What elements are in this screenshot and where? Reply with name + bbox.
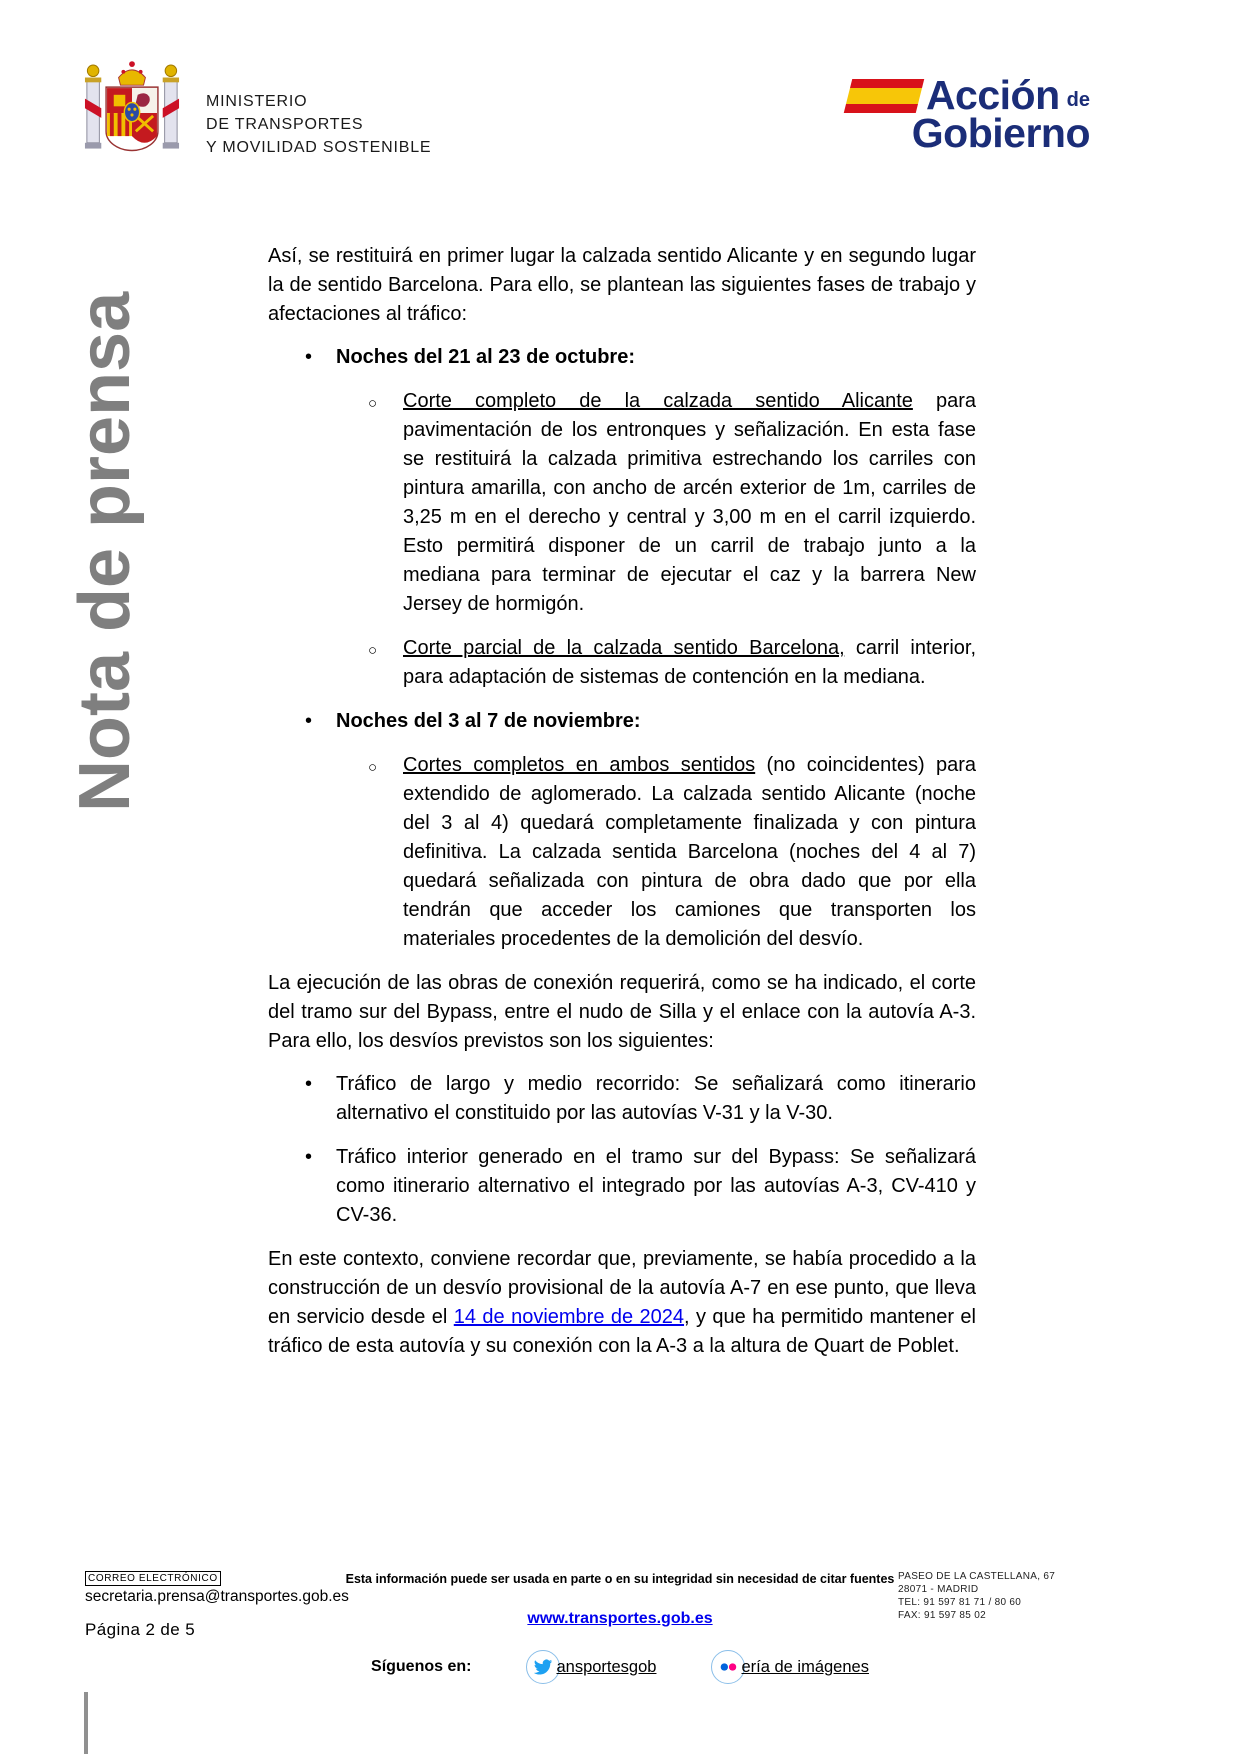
fecha-servicio-link[interactable]: 14 de noviembre de 2024 [453,1306,685,1328]
text-before-link: En este contexto, conviene recordar que, previamente, se había procedido a la construcción de un desvío provisional de la autovía A-7 en ese punto, que lleva en servicio desde el [268,1248,976,1328]
paragraph-contexto [268,1245,976,1361]
transportes-website-link[interactable]: www.transportes.gob.es [527,1610,713,1627]
list-item-corte-parcial-text [403,634,976,692]
twitter-handle-text: ansportesgob [556,1657,657,1676]
nota-de-prensa-vertical-title: Nota de prensa [65,291,145,812]
circle-marker: ○ [368,395,378,412]
list-item-corte-completo [268,387,976,619]
underlined-lead: Corte completo de la calzada sentido Alicante [403,390,913,412]
paragraph-ejecucion: La ejecución de las obras de conexión requerirá, como se ha indicado, el corte del tramo sur del Bypass, entre el nudo de Silla y el enlace con la autovía A-3. Para ello, los desvíos previstos son los siguientes: [268,972,976,1052]
address-line3: TEL: 91 597 81 71 / 80 60 [898,1597,1022,1608]
circle-marker: ○ [368,642,378,659]
list-item-trafico-interior-text: Tráfico interior generado en el tramo sur del Bypass: Se señalizará como itinerario alternativo el integrado por las autovías A-3, CV-410 y CV-36. [336,1146,976,1226]
twitter-icon [526,1650,560,1684]
bullet-marker: • [305,1146,313,1168]
ministry-name [206,56,431,172]
list-item-corte-completo-text [403,387,976,619]
list-item-octubre-title: Noches del 21 al 23 de octubre: [336,346,635,368]
list-item-noviembre-title: Noches del 3 al 7 de noviembre: [336,710,641,732]
reuse-notice: Esta información puede ser usada en parte o en su integridad sin necesidad de citar fuentes [345,1572,895,1586]
list-item-octubre [268,343,976,372]
list-item-trafico-largo [268,1070,976,1128]
address-line2: 28071 - MADRID [898,1584,979,1595]
accion-de-gobierno-logo [848,72,1090,157]
address-line1: PASEO DE LA CASTELLANA, 67 [898,1571,1056,1582]
paragraph-intro: Así, se restituirá en primer lugar la calzada sentido Alicante y en segundo lugar la de sentido Barcelona. Para ello, se plantean las siguientes fases de trabajo y afectaciones al tráfico: [268,245,976,325]
press-release-body [268,242,976,1375]
ministry-header [84,56,431,172]
logo-de-text: de [1066,89,1090,111]
flickr-link[interactable] [711,1650,869,1684]
logo-accion-text: Acción [925,72,1060,118]
social-follow-row [0,1650,1240,1684]
ministry-line1: MINISTERIO [206,93,308,110]
underlined-lead: Corte parcial de la calzada sentido Barcelona, [403,637,845,659]
press-email: secretaria.prensa@transportes.gob.es [85,1588,349,1605]
text-after-link: , y que ha permitido mantener el tráfico de esta autovía y su conexión con la A-3 a la altura de Quart de Poblet. [268,1306,977,1357]
text-rest: (no coincidentes) para extendido de aglomerado. La calzada sentido Alicante (noche del 3 al 4) quedará completamente finalizada y con pintura definitiva. La calzada sentida Barcelona (noches del 4 al 7) quedará señalizada con pintura de obra dado que por ella tendrán que acceder los camiones que transporten los materiales procedentes de la demolición del desvío. [403,754,976,950]
ministry-line2: DE TRANSPORTES [206,116,364,133]
flickr-icon [711,1650,745,1684]
flickr-gallery-text: ería de imágenes [741,1657,869,1676]
ministry-line3: Y MOVILIDAD SOSTENIBLE [206,139,432,156]
text-rest: carril interior, para adaptación de sistemas de contención en la mediana. [403,637,976,688]
list-item-cortes-completos [268,751,976,954]
follow-label: Síguenos en: [371,1658,472,1675]
page-number: Página 2 de 5 [85,1620,196,1639]
page-margin-line [84,1692,88,1754]
correo-electronico-label: CORREO ELECTRÓNICO [85,1571,221,1586]
bullet-marker: • [305,346,313,368]
spain-flag-icon [844,79,924,113]
text-rest: para pavimentación de los entronques y señalización. En esta fase se restituirá la calzada primitiva estrechando los carriles con pintura amarilla, con ancho de arcén exterior de 1m, carriles de 3,25 m en el derecho y central y 3,00 m en el carril izquierdo. Esto permitirá disponer de un carril de trabajo junto a la mediana para terminar de ejecutar el caz y la barrera New Jersey de hormigón. [403,390,976,615]
bullet-marker: • [305,1073,313,1095]
ministry-address [898,1570,1055,1622]
address-line4: FAX: 91 597 85 02 [898,1610,986,1621]
list-item-corte-parcial [268,634,976,692]
website-row [300,1610,940,1628]
list-item-cortes-completos-text [403,751,976,954]
underlined-lead: Cortes completos en ambos sentidos [403,754,756,776]
spain-coat-of-arms-icon [84,56,180,172]
logo-gobierno-text: Gobierno [911,110,1090,156]
list-item-noviembre [268,707,976,736]
circle-marker: ○ [368,759,378,776]
bullet-marker: • [305,710,313,732]
list-item-trafico-largo-text: Tráfico de largo y medio recorrido: Se señalizará como itinerario alternativo el constituido por las autovías V-31 y la V-30. [336,1073,976,1124]
list-item-trafico-interior [268,1143,976,1230]
twitter-link[interactable] [526,1650,656,1684]
